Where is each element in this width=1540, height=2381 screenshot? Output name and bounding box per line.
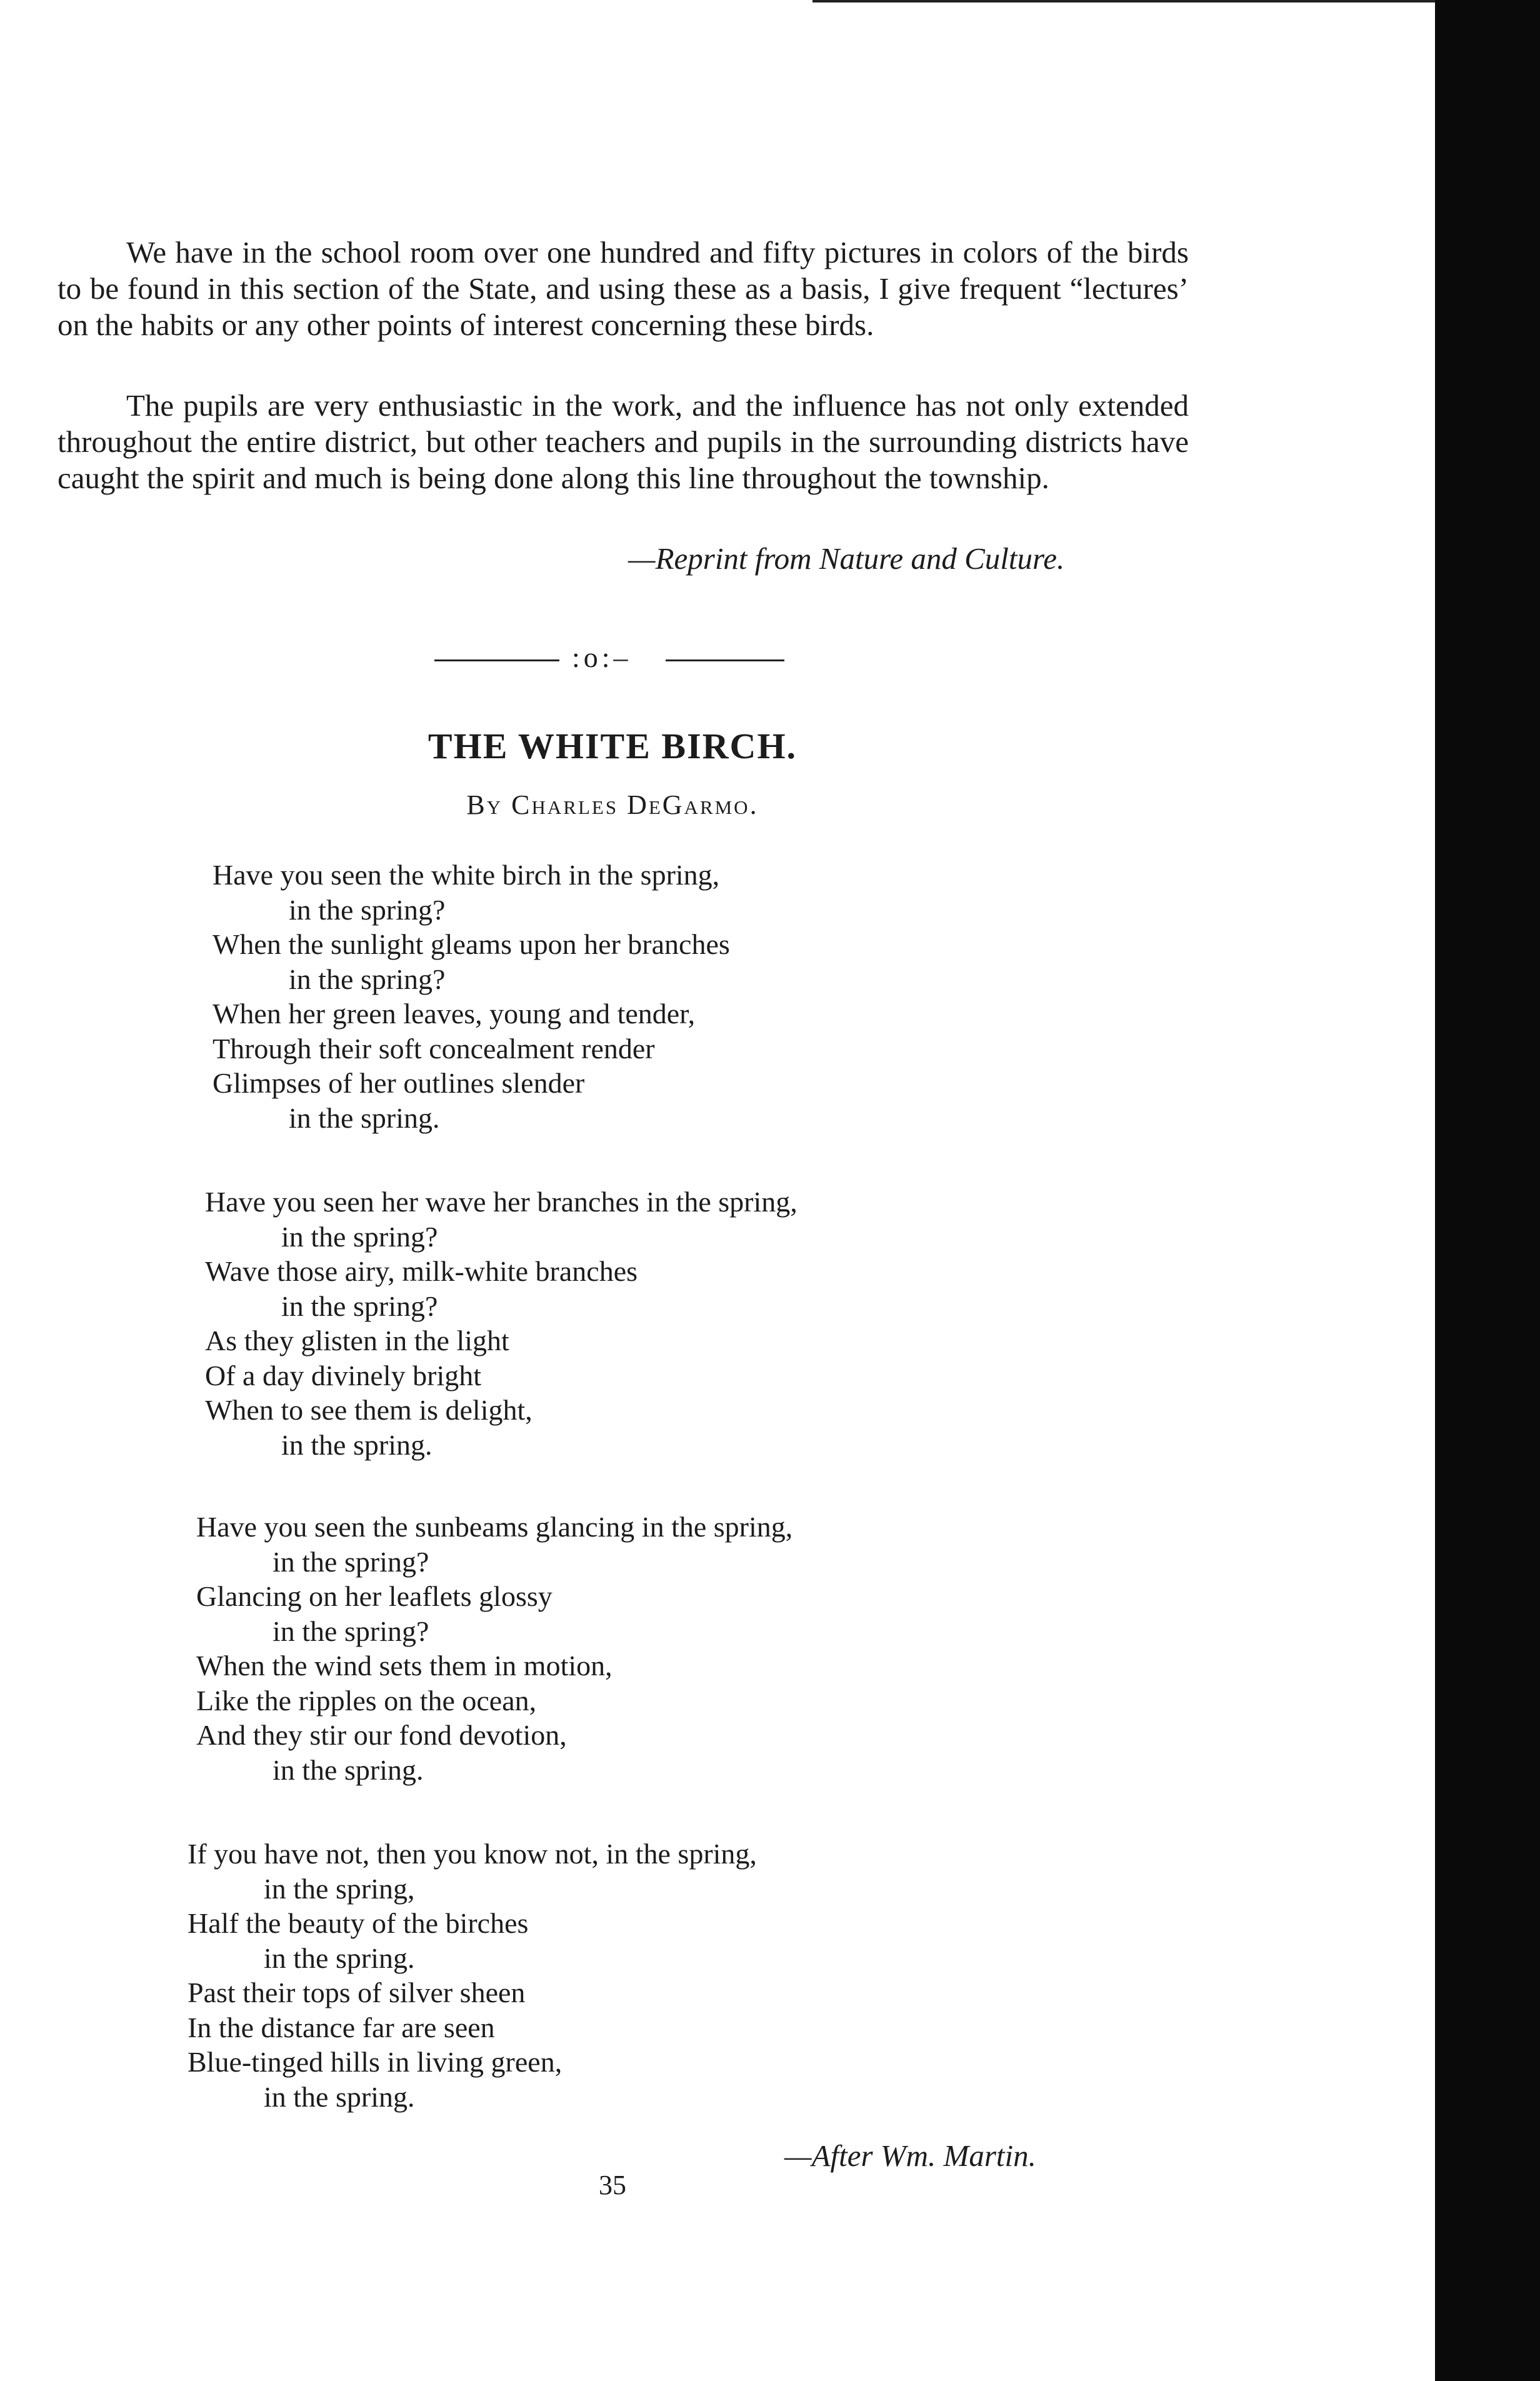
poem-refrain-line: in the spring.: [264, 1942, 415, 1974]
poem-byline: By Charles DeGarmo.: [466, 789, 759, 820]
poem-line: Have you seen her wave her branches in the spring,: [205, 1186, 798, 1218]
poem-line: Through their soft concealment render: [212, 1032, 655, 1065]
poem-line: When the wind sets them in motion,: [196, 1650, 612, 1682]
poem-line: In the distance far are seen: [188, 2011, 495, 2043]
article-paragraph-2: [58, 388, 1189, 496]
poem-refrain-line: in the spring?: [289, 963, 446, 995]
poem-line: Glimpses of her outlines slender: [212, 1067, 585, 1099]
poem-title: THE WHITE BIRCH.: [428, 726, 798, 766]
poem-line: Wave those airy, milk-white branches: [205, 1255, 638, 1287]
paragraph-text: The pupils are very enthusiastic in the work, and the influence has not only extended throughout the entire district, but other teachers and pupils in the surrounding districts have caught the spirit and much is being done along this line throughout the township.: [58, 388, 1189, 495]
page-number: 35: [599, 2170, 626, 2200]
poem-line: When the sunlight gleams upon her branches: [212, 928, 730, 960]
poem-line: Past their tops of silver sheen: [188, 1977, 526, 2008]
top-border-line: [812, 0, 1540, 3]
poem-refrain-line: in the spring.: [272, 1753, 424, 1786]
poem-refrain-line: in the spring?: [281, 1290, 438, 1322]
poem-refrain-line: in the spring?: [289, 893, 446, 926]
poem-line: Like the ripples on the ocean,: [196, 1684, 537, 1717]
poem-refrain-line: in the spring?: [272, 1615, 429, 1647]
scan-edge-shadow: [1435, 0, 1540, 2381]
poem-refrain-line: in the spring?: [272, 1545, 429, 1578]
poem-attribution: —After Wm. Martin.: [784, 2138, 1036, 2173]
poem-stanza-3: [196, 1510, 1134, 1787]
article-paragraph-1: [58, 234, 1189, 343]
separator-line-right: [666, 659, 784, 661]
reprint-attribution: —Reprint from Nature and Culture.: [628, 541, 1065, 576]
poem-line: And they stir our fond devotion,: [196, 1719, 567, 1751]
poem-refrain-line: in the spring.: [264, 2080, 415, 2113]
poem-line: When her green leaves, young and tender,: [212, 998, 696, 1030]
poem-stanza-4: [188, 1837, 1125, 2114]
poem-line: Blue-tinged hills in living green,: [188, 2046, 562, 2078]
poem-refrain-line: in the spring.: [281, 1428, 432, 1461]
poem-refrain-line: in the spring?: [281, 1220, 438, 1253]
poem-line: Have you seen the sunbeams glancing in the spring,: [196, 1511, 793, 1543]
separator-mark: :o:–: [572, 641, 632, 673]
poem-line: When to see them is delight,: [205, 1394, 532, 1426]
poem-line: Have you seen the white birch in the spring,: [212, 859, 720, 891]
poem-line: If you have not, then you know not, in the spring,: [188, 1838, 757, 1870]
paragraph-text: We have in the school room over one hundred and fifty pictures in colors of the birds to be found in this section of the State, and using these as a basis, I give frequent “lectures’ on the habits or any other points of interest concerning these birds.: [58, 235, 1189, 342]
poem-line: Half the beauty of the birches: [188, 1907, 529, 1939]
poem-stanza-2: [205, 1185, 1142, 1462]
poem-line: As they glisten in the light: [205, 1325, 509, 1356]
separator-line-left: [434, 659, 559, 661]
poem-line: Of a day divinely bright: [205, 1359, 482, 1391]
poem-refrain-line: in the spring.: [289, 1101, 440, 1134]
poem-stanza-1: [212, 858, 1150, 1135]
section-separator: [434, 641, 784, 678]
poem-refrain-line: in the spring,: [264, 1872, 415, 1905]
poem-line: Glancing on her leaflets glossy: [196, 1580, 552, 1612]
